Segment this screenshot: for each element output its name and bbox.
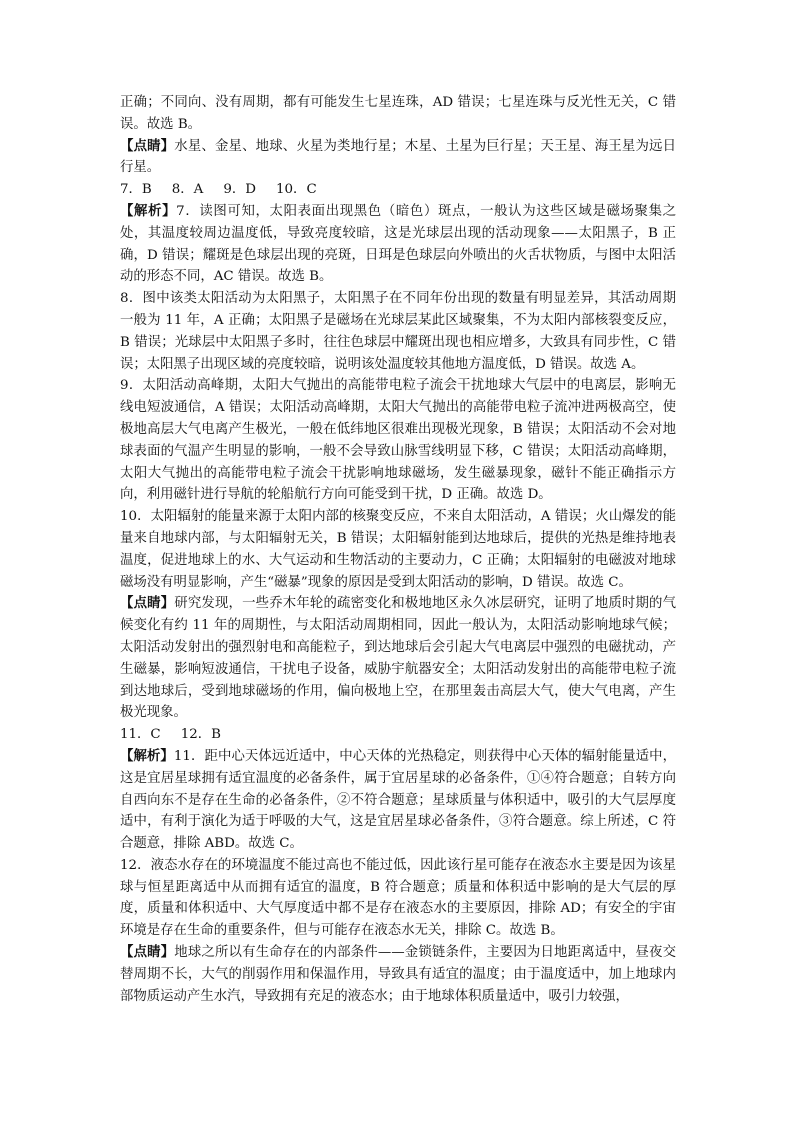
paragraph	[120, 288, 676, 375]
section-tag: 【解析】	[120, 747, 174, 764]
section-tag: 【点睛】	[120, 137, 175, 154]
paragraph	[120, 746, 676, 855]
paragraph	[120, 201, 676, 288]
paragraph-text: 研究发现，一些乔木年轮的疏密变化和极地地区永久冰层研究，证明了地质时期的气候变化有约 11 年的周期性，与太阳活动周期相同，因此一般认为，太阳活动影响地球气候；太阳活动发射出的强烈射电和高能粒子，到达地球后会引起大气电离层中强烈的电磁扰动，产生磁暴，影响短波通信，干扰电子设备，威胁宇航器安全；太阳活动发射出的高能带电粒子流到达地球后，受到地球磁场的作用，偏向极地上空，在那里轰击高层大气，使大气电离，产生极光现象。	[120, 596, 677, 721]
answer-item: 9．D	[223, 182, 257, 198]
answer-line	[120, 724, 676, 746]
paragraph-text: 水星、金星、地球、火星为类地行星；木星、土星为巨行星；天王星、海王星为远日行星。	[120, 138, 677, 176]
document-page	[120, 92, 676, 1007]
paragraph-text: 7．读图可知，太阳表面出现黑色（暗色）斑点，一般认为这些区域是磁场聚集之处，其温度较周边温度低，导致亮度较暗，这是光球层出现的活动现象——太阳黑子，B 正确，D 错误；耀斑是色球层出现的亮斑，日珥是色球层向外喷出的火舌状物质，与图中太阳活动的形态不同，AC 错误。故选 B。	[120, 203, 676, 285]
paragraph	[120, 136, 676, 180]
section-tag: 【解析】	[120, 202, 177, 219]
answer-item: 12．B	[180, 727, 221, 743]
paragraph-text: 8．图中该类太阳活动为太阳黑子，太阳黑子在不同年份出现的数量有明显差异，其活动周期一般为 11 年，A 正确；太阳黑子是磁场在光球层某此区域聚集，不为太阳内部核裂变反应，B 错误；光球层中太阳黑子多时，往往色球层中耀斑出现也相应增多，大致具有同步性，C 错误；太阳黑子出现区域的亮度较暗，说明该处温度较其他地方温度低，D 错误。故选 A。	[120, 291, 676, 372]
paragraph-text: 正确；不同向、没有周期，都有可能发生七星连珠，AD 错误；七星连珠与反光性无关，C 错误。故选 B。	[120, 95, 676, 132]
paragraph	[120, 855, 676, 942]
paragraph	[120, 506, 676, 593]
paragraph	[120, 593, 676, 724]
answer-item: 7．B	[120, 182, 152, 198]
paragraph-text: 地球之所以有生命存在的内部条件——金锁链条件，主要因为日地距离适中，昼夜交替周期不长，大气的削弱作用和保温作用，导致具有适宜的温度；由于温度适中，加上地球内部物质运动产生水汽，导致拥有充足的液态水；由于地球体积质量适中，吸引力较强，	[120, 945, 676, 1004]
answer-line	[120, 179, 676, 201]
paragraph-text: 12．液态水存在的环境温度不能过高也不能过低，因此该行星可能存在液态水主要是因为该星球与恒星距离适中从而拥有适宜的温度，B 符合题意；质量和体积适中影响的是大气层的厚度，质量和体积适中、大气厚度适中都不是存在液态水的主要原因，排除 AD；有安全的宇宙环境是存在生命的重要条件，但与可能存在液态水无关，排除 C。故选 B。	[120, 857, 676, 939]
paragraph	[120, 92, 676, 136]
answer-item: 8．A	[171, 182, 204, 198]
answer-item: 11．C	[120, 727, 161, 743]
paragraph-text: 11．距中心天体远近适中，中心天体的光热稳定，则获得中心天体的辐射能量适中，这是宜居星球拥有适宜温度的必备条件，属于宜居星球的必备条件，①④符合题意；自转方向自西向东不是存在生命的必备条件，②不符合题意；星球质量与体积适中，吸引的大气层厚度适中，有利于演化为适于呼吸的大气，这是宜居星球必备条件，③符合题意。综上所述，C 符合题意，排除 ABD。故选 C。	[120, 748, 677, 852]
section-tag: 【点睛】	[120, 595, 175, 612]
paragraph-text: 10．太阳辐射的能量来源于太阳内部的核聚变反应，不来自太阳活动，A 错误；火山爆发的能量来自地球内部，与太阳辐射无关，B 错误；太阳辐射能到达地球后，提供的光热是维持地表温度，促进地球上的水、大气运动和生物活动的主要动力，C 正确；太阳辐射的电磁波对地球磁场没有明显影响，产生“磁暴”现象的原因是受到太阳活动的影响，D 错误。故选 C。	[120, 509, 676, 590]
section-tag: 【点睛】	[120, 944, 175, 961]
paragraph	[120, 942, 676, 1007]
paragraph-text: 9．太阳活动高峰期，太阳大气抛出的高能带电粒子流会干扰地球大气层中的电离层，影响无线电短波通信，A 错误；太阳活动高峰期，太阳大气抛出的高能带电粒子流冲进两极高空，使极地高层大气电离产生极光，一般在低纬地区很难出现极光现象，B 错误；太阳活动不会对地球表面的气温产生明显的影响，一般不会导致山脉雪线明显下移，C 错误；太阳活动高峰期，太阳大气抛出的高能带电粒子流会干扰影响地球磁场，发生磁暴现象，磁针不能正确指示方向，利用磁针进行导航的轮船航行方向可能受到干扰，D 正确。故选 D。	[120, 378, 676, 503]
answer-item: 10．C	[276, 182, 317, 198]
paragraph	[120, 375, 676, 506]
